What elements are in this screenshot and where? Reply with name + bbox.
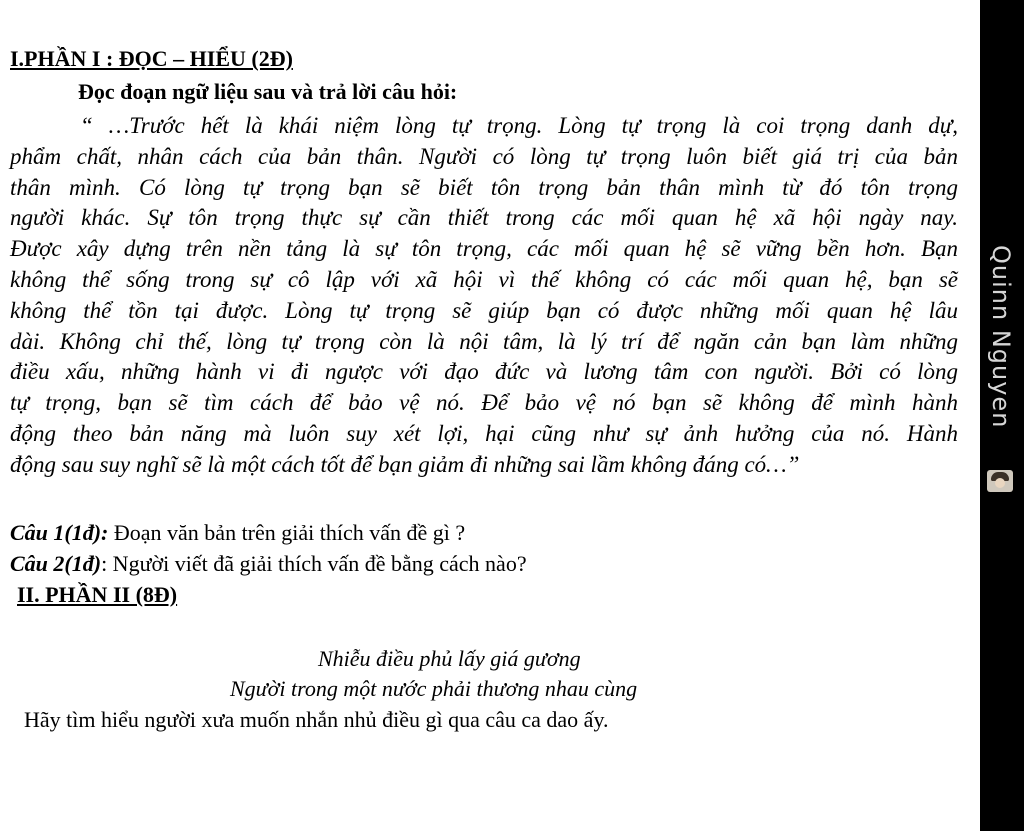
question-1 (10, 520, 465, 546)
section1-heading: I.PHẦN I : ĐỌC – HIỂU (2Đ) (10, 46, 293, 71)
watermark-text: Quinn Nguyen (987, 245, 1015, 429)
passage-line: dài. Không chỉ thế, lòng tự trọng còn là nội tâm, là lý trí để ngăn cản bạn làm những (10, 328, 958, 354)
essay-task: Hãy tìm hiểu người xưa muốn nhắn nhủ điều gì qua câu ca dao ấy. (24, 707, 609, 732)
question-1-text: Đoạn văn bản trên giải thích vấn đề gì ? (108, 520, 466, 545)
question-2-label: Câu 2(1đ) (10, 551, 102, 576)
question-2 (10, 551, 527, 577)
passage-line: phẩm chất, nhân cách của bản thân. Người có lòng tự trọng luôn biết giá trị của bản (10, 143, 958, 169)
passage-line: không thể tồn tại được. Lòng tự trọng sẽ giúp bạn có được những mối quan hệ lâu (10, 297, 958, 323)
poem-line-1: Nhiễu điều phủ lấy giá gương (318, 646, 581, 671)
passage-line: “ …Trước hết là khái niệm lòng tự trọng. Lòng tự trọng là coi trọng danh dự, (80, 113, 958, 138)
passage-line: điều xấu, những hành vi đi ngược với đạo đức và lương tâm con người. Bởi có lòng (10, 359, 958, 385)
watermark-avatar-icon (987, 470, 1013, 492)
passage-line: động sau suy nghĩ sẽ là một cách tốt để bạn giảm đi những sai lầm không đáng có…” (10, 451, 800, 477)
passage-line: thân mình. Có lòng tự trọng bạn sẽ biết tôn trọng bản thân mình từ đó tôn trọng (10, 174, 958, 200)
passage-line: động theo bản năng mà luôn suy xét lợi, hại cũng như sự ảnh hưởng của nó. Hành (10, 420, 958, 446)
reading-passage (10, 111, 958, 481)
poem-line-2: Người trong một nước phải thương nhau cùng (230, 676, 638, 701)
question-2-text: : Người viết đã giải thích vấn đề bằng cách nào? (101, 551, 527, 576)
passage-line: tự trọng, bạn sẽ tìm cách để bảo vệ nó. Để bảo vệ nó bạn sẽ không để mình hành (10, 390, 958, 416)
passage-line: không thể sống trong sự cô lập với xã hội vì thế không có các mối quan hệ, bạn sẽ (10, 266, 958, 292)
section2-heading: II. PHẦN II (8Đ) (17, 582, 178, 607)
passage-line: Được xây dựng trên nền tảng là sự tôn trọng, các mối quan hệ sẽ vững bền hơn. Bạn (10, 236, 958, 262)
question-1-label: Câu 1(1đ): (10, 520, 109, 545)
passage-line: người khác. Sự tôn trọng thực sự cần thiết trong các mối quan hệ xã hội ngày nay. (10, 205, 958, 231)
reading-instruction: Đọc đoạn ngữ liệu sau và trả lời câu hỏi: (78, 79, 458, 104)
